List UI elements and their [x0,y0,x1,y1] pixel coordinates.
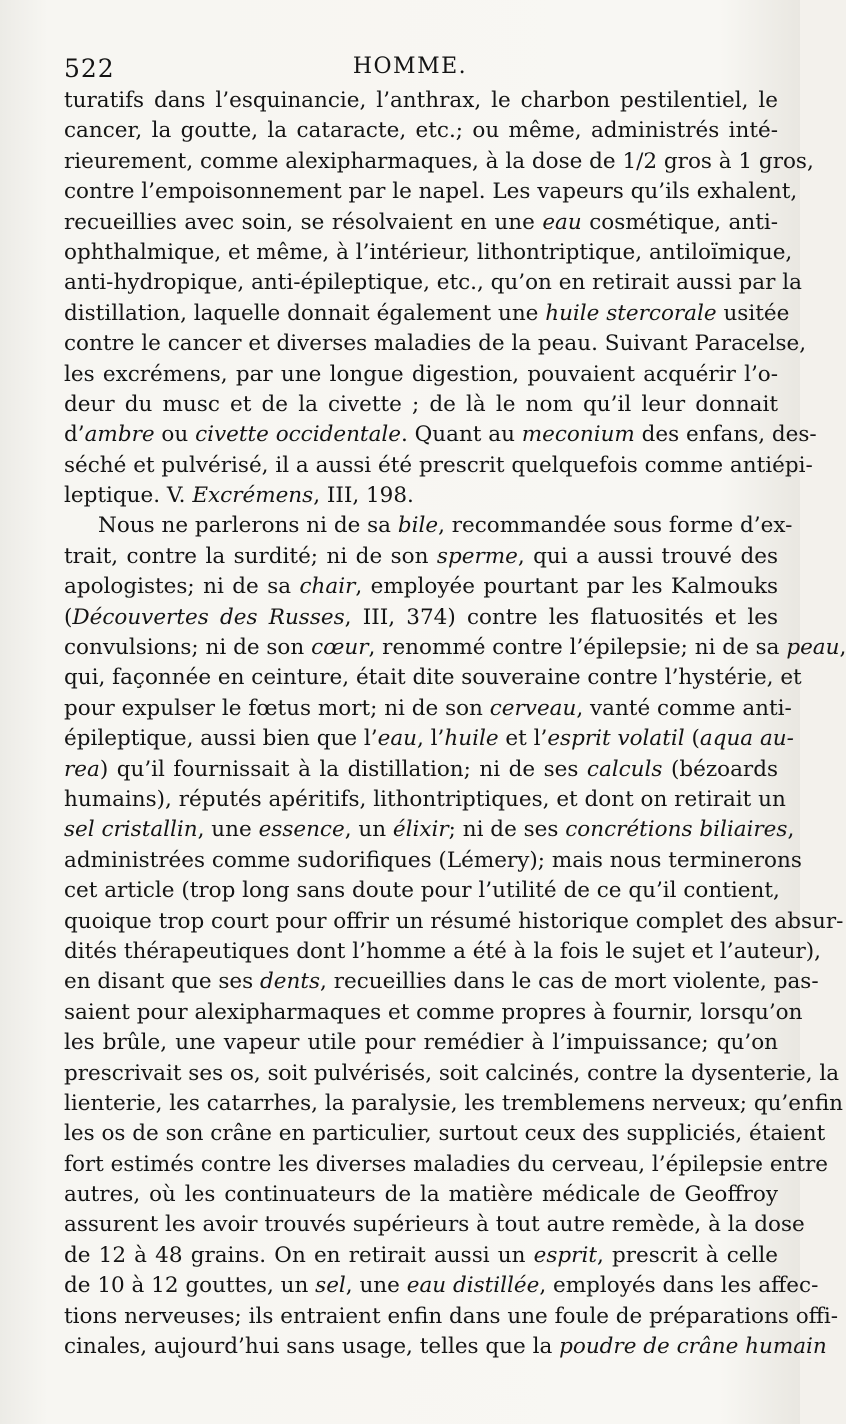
text-line [64,299,790,329]
text-line [64,116,778,146]
text-segment: , [839,635,846,661]
text-segment: usitée [716,300,790,326]
text-segment: , prescrit à celle [596,1242,778,1268]
text-line [64,1150,829,1180]
text-segment: administrées comme sudorifiques (Lémery); mais nous terminerons [64,847,802,873]
text-line [64,329,807,359]
text-segment: deur du musc et de la civette ; de là le nom qu’il leur donnait [64,391,778,417]
italic-term: meconium [521,422,635,448]
text-line [64,967,819,997]
text-segment: cancer, la goutte, la cataracte, etc.; ou même, administrés inté- [64,118,778,144]
text-segment: autres, où les continuateurs de la matière médicale de Geoffroy [64,1182,778,1208]
italic-term: eau [542,209,582,235]
text-line [64,755,778,785]
italic-term: élixir [392,817,449,843]
text-segment: et l’ [498,726,548,752]
text-line [64,390,778,420]
text-line [64,603,778,633]
text-line [64,481,778,511]
text-line [64,1271,819,1301]
text-segment: cinales, aujourd’hui sans usage, telles que la [64,1334,560,1360]
text-line [64,998,803,1028]
italic-term: ambre [84,422,155,448]
text-line [64,694,792,724]
italic-term: concrétions biliaires [565,817,788,843]
text-segment: ophthalmique, et même, à l’intérieur, lithontriptique, antiloïmique, [64,239,793,265]
text-segment: d’ [64,422,85,448]
text-segment: dités thérapeutiques dont l’homme a été à la fois le sujet et l’auteur), [64,938,821,964]
text-segment: ) qu’il fournissait à la distillation; ni de ses [99,756,587,782]
italic-term: huile [444,726,499,752]
text-line [64,1089,844,1119]
text-segment: , III, 198. [313,483,414,509]
text-segment: les excrémens, par une longue digestion, pouvaient acquérir l’o- [64,361,778,387]
italic-term: eau [377,726,417,752]
text-segment: , III, 374) contre les flatuosités et les [344,604,778,630]
italic-term: calculs [586,756,663,782]
text-line [64,1059,840,1089]
italic-term: dents [260,969,321,995]
text-segment: , une [197,817,259,843]
italic-term: huile stercorale [545,300,717,326]
text-segment: de 10 à 12 gouttes, un [64,1273,316,1299]
text-segment: épileptique, aussi bien que l’ [64,726,378,752]
text-segment: en disant que ses [64,969,261,995]
body-text [64,86,846,1362]
italic-term: sperme [436,543,518,569]
italic-term: Excrémens [192,483,314,509]
text-line [64,1180,778,1210]
text-segment: trait, contre la surdité; ni de son [64,543,437,569]
text-line [64,724,794,754]
text-segment: fort estimés contre les diverses maladies du cerveau, l’épilepsie entre [64,1151,829,1177]
text-segment: quoique trop court pour offrir un résumé historique complet des absur- [64,908,844,934]
text-segment: humains), réputés apéritifs, lithontriptiques, et dont on retirait un [64,786,786,812]
text-segment: , renommé contre l’épilepsie; ni de sa [368,635,787,661]
text-segment: assurent les avoir trouvés supérieurs à tout autre remède, à la dose [64,1212,805,1238]
text-line [64,1241,778,1271]
text-line [64,1028,778,1058]
text-segment: les brûle, une vapeur utile pour remédier à l’impuissance; qu’on [64,1030,778,1056]
text-line [64,511,793,541]
text-segment: , [787,817,795,843]
text-line [64,420,817,450]
text-segment: recueillies avec soin, se résolvaient en une [64,209,543,235]
text-line [64,785,786,815]
text-segment: , un [344,817,393,843]
text-segment: lienterie, les catarrhes, la paralysie, les tremblemens nerveux; qu’enfin [64,1090,844,1116]
text-line [64,815,795,845]
text-segment: , une [345,1273,407,1299]
italic-term: Découvertes des Russes [72,604,345,630]
text-segment: anti-hydropique, anti-épileptique, etc., qu’on en retirait aussi par la [64,270,802,296]
text-segment: , recommandée sous forme d’ex- [438,513,793,539]
text-line [64,86,778,116]
text-segment: séché et pulvérisé, il a aussi été prescrit quelquefois comme antiépi- [64,452,813,478]
text-line [64,147,814,177]
italic-term: sel [315,1273,346,1299]
text-segment: . Quant au [400,422,522,448]
italic-term: chair [299,574,356,600]
text-segment: (bézoards [662,756,778,782]
text-segment: ( [684,726,700,752]
italic-term: esprit volatil [547,726,685,752]
text-segment: contre le cancer et diverses maladies de la peau. Suivant Paracelse, [64,331,807,357]
text-segment: rieurement, comme alexipharmaques, à la dose de 1/2 gros à 1 gros, [64,148,814,174]
italic-term: cerveau [489,695,577,721]
text-segment: convulsions; ni de son [64,635,312,661]
text-line [64,1210,805,1240]
text-segment: de 12 à 48 grains. On en retirait aussi un [64,1242,534,1268]
text-segment: ( [64,604,73,630]
text-segment: cosmétique, anti- [581,209,778,235]
running-head [64,54,776,88]
text-line [64,846,802,876]
text-segment: contre l’empoisonnement par le napel. Les vapeurs qu’ils exhalent, [64,179,798,205]
text-segment: prescrivait ses os, soit pulvérisés, soit calcinés, contre la dysenterie, la [64,1060,840,1086]
text-line [64,1302,839,1332]
italic-term: rea [64,756,100,782]
text-segment: saient pour alexipharmaques et comme propres à fournir, lorsqu’on [64,999,803,1025]
text-segment: cet article (trop long sans doute pour l’utilité de ce qu’il contient, [64,878,780,904]
text-line [64,208,778,238]
page-number: 522 [64,54,115,83]
italic-term: cœur [311,635,369,661]
text-line [64,1119,826,1149]
text-segment: distillation, laquelle donnait également une [64,300,546,326]
text-segment: ; ni de ses [448,817,566,843]
text-segment: , employée pourtant par les Kalmouks [355,574,779,600]
italic-term: civette occidentale [195,422,401,448]
text-line [64,451,813,481]
text-segment: , l’ [417,726,445,752]
text-segment: , employés dans les affec- [539,1273,819,1299]
italic-term: sel cristallin [64,817,198,843]
text-line [64,542,778,572]
italic-term: peau [786,635,840,661]
italic-term: aqua au- [699,726,794,752]
text-segment: leptique. V. [64,483,193,509]
text-line [64,663,802,693]
text-line [64,1332,827,1362]
text-line [64,876,778,906]
running-title: HOMME. [352,54,468,79]
italic-term: bile [397,513,439,539]
text-segment: pour expulser le fœtus mort; ni de son [64,695,490,721]
italic-term: essence [258,817,345,843]
italic-term: esprit [533,1242,597,1268]
text-segment: , qui a aussi trouvé des [517,543,778,569]
text-segment: des enfans, des- [634,422,817,448]
text-line [64,238,793,268]
italic-term: poudre de crâne humain [559,1334,827,1360]
text-segment: ou [154,422,196,448]
text-segment: , vanté comme anti- [576,695,792,721]
text-segment: tions nerveuses; ils entraient enfin dans une foule de préparations offi- [64,1303,839,1329]
text-segment: , recueillies dans le cas de mort violente, pas- [320,969,819,995]
text-segment: qui, façonnée en ceinture, était dite souveraine contre l’hystérie, et [64,665,802,691]
text-line [64,360,778,390]
text-segment: les os de son crâne en particulier, surtout ceux des suppliciés, étaient [64,1121,826,1147]
text-line [64,572,778,602]
text-segment: apologistes; ni de sa [64,574,300,600]
text-segment: Nous ne parlerons ni de sa [98,513,398,539]
text-line [64,177,798,207]
italic-term: eau distillée [406,1273,540,1299]
text-line [64,907,844,937]
text-line [64,268,802,298]
text-line [64,937,821,967]
text-segment: turatifs dans l’esquinancie, l’anthrax, le charbon pestilentiel, le [64,88,778,113]
text-line [64,633,846,663]
